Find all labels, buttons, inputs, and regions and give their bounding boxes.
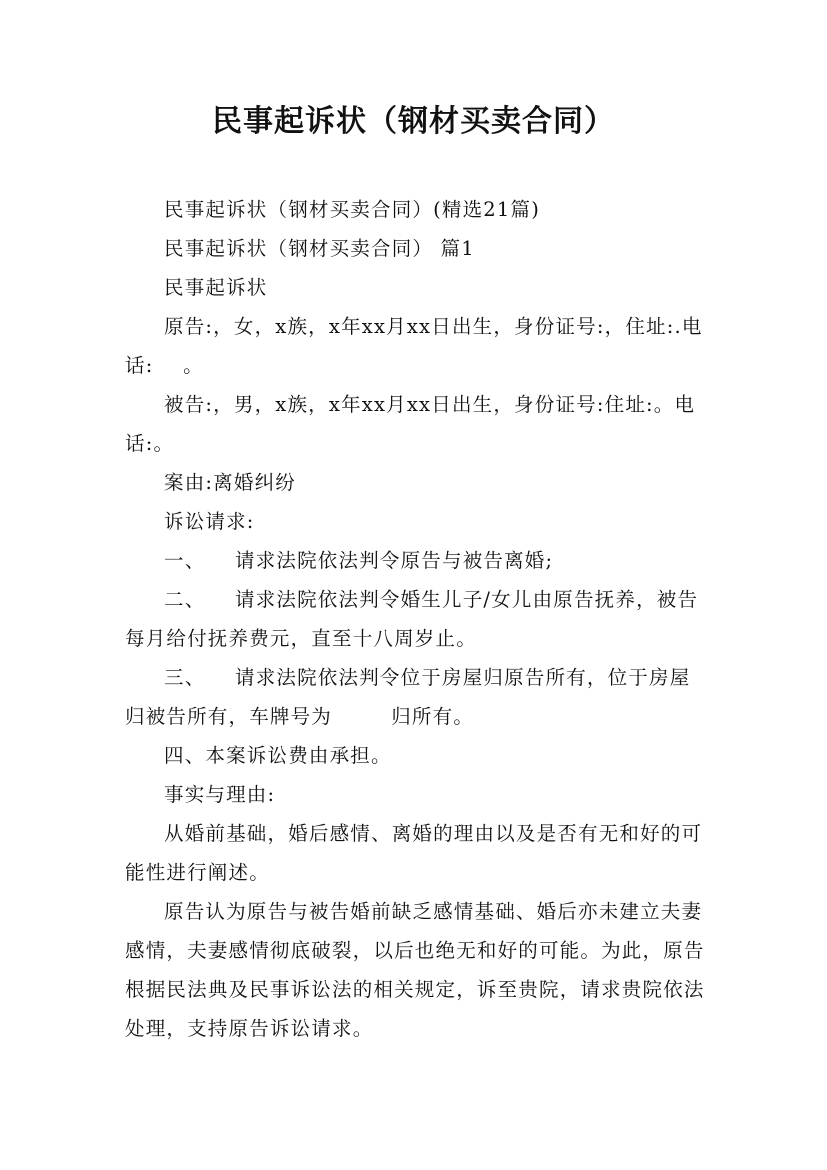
paragraph-plaintiff: 原告:，女，x族，x年xx月xx日出生，身份证号:，住址:.电话: 。 <box>125 315 703 377</box>
paragraph-facts-heading: 事实与理由: <box>164 783 276 806</box>
paragraph-cause: 案由:离婚纠纷 <box>164 471 296 494</box>
paragraph-claim-4: 四、本案诉讼费由承担。 <box>164 744 392 767</box>
paragraph-facts-2: 原告认为原告与被告婚前缺乏感情基础、婚后亦未建立夫妻感情，夫妻感情彻底破裂，以后也绝无和好的可能。为此，原告根据民法典及民事诉讼法的相关规定，诉至贵院，请求贵院依法处理，支持原告诉讼请求。 <box>125 900 705 1040</box>
paragraph-section-heading: 民事起诉状（钢材买卖合同） 篇1 <box>164 237 475 260</box>
paragraph-defendant: 被告:，男，x族，x年xx月xx日出生，身份证号:住址:。电话:。 <box>125 393 696 455</box>
paragraph-claim-2: 二、 请求法院依法判令婚生儿子/女儿由原告抚养，被告每月给付抚养费元，直至十八周岁止。 <box>125 588 699 650</box>
document-body <box>125 190 710 1048</box>
paragraph-claims-heading: 诉讼请求: <box>164 510 255 533</box>
paragraph-claim-1: 一、 请求法院依法判令原告与被告离婚; <box>164 549 554 572</box>
paragraph-facts-1: 从婚前基础，婚后感情、离婚的理由以及是否有无和好的可能性进行阐述。 <box>125 822 703 884</box>
paragraph-doc-type: 民事起诉状 <box>164 276 268 299</box>
paragraph-subtitle: 民事起诉状（钢材买卖合同）(精选21篇) <box>164 198 541 221</box>
paragraph-claim-3: 三、 请求法院依法判令位于房屋归原告所有，位于房屋归被告所有，车牌号为 归所有。 <box>125 666 691 728</box>
document-title: 民事起诉状（钢材买卖合同） <box>212 104 615 139</box>
